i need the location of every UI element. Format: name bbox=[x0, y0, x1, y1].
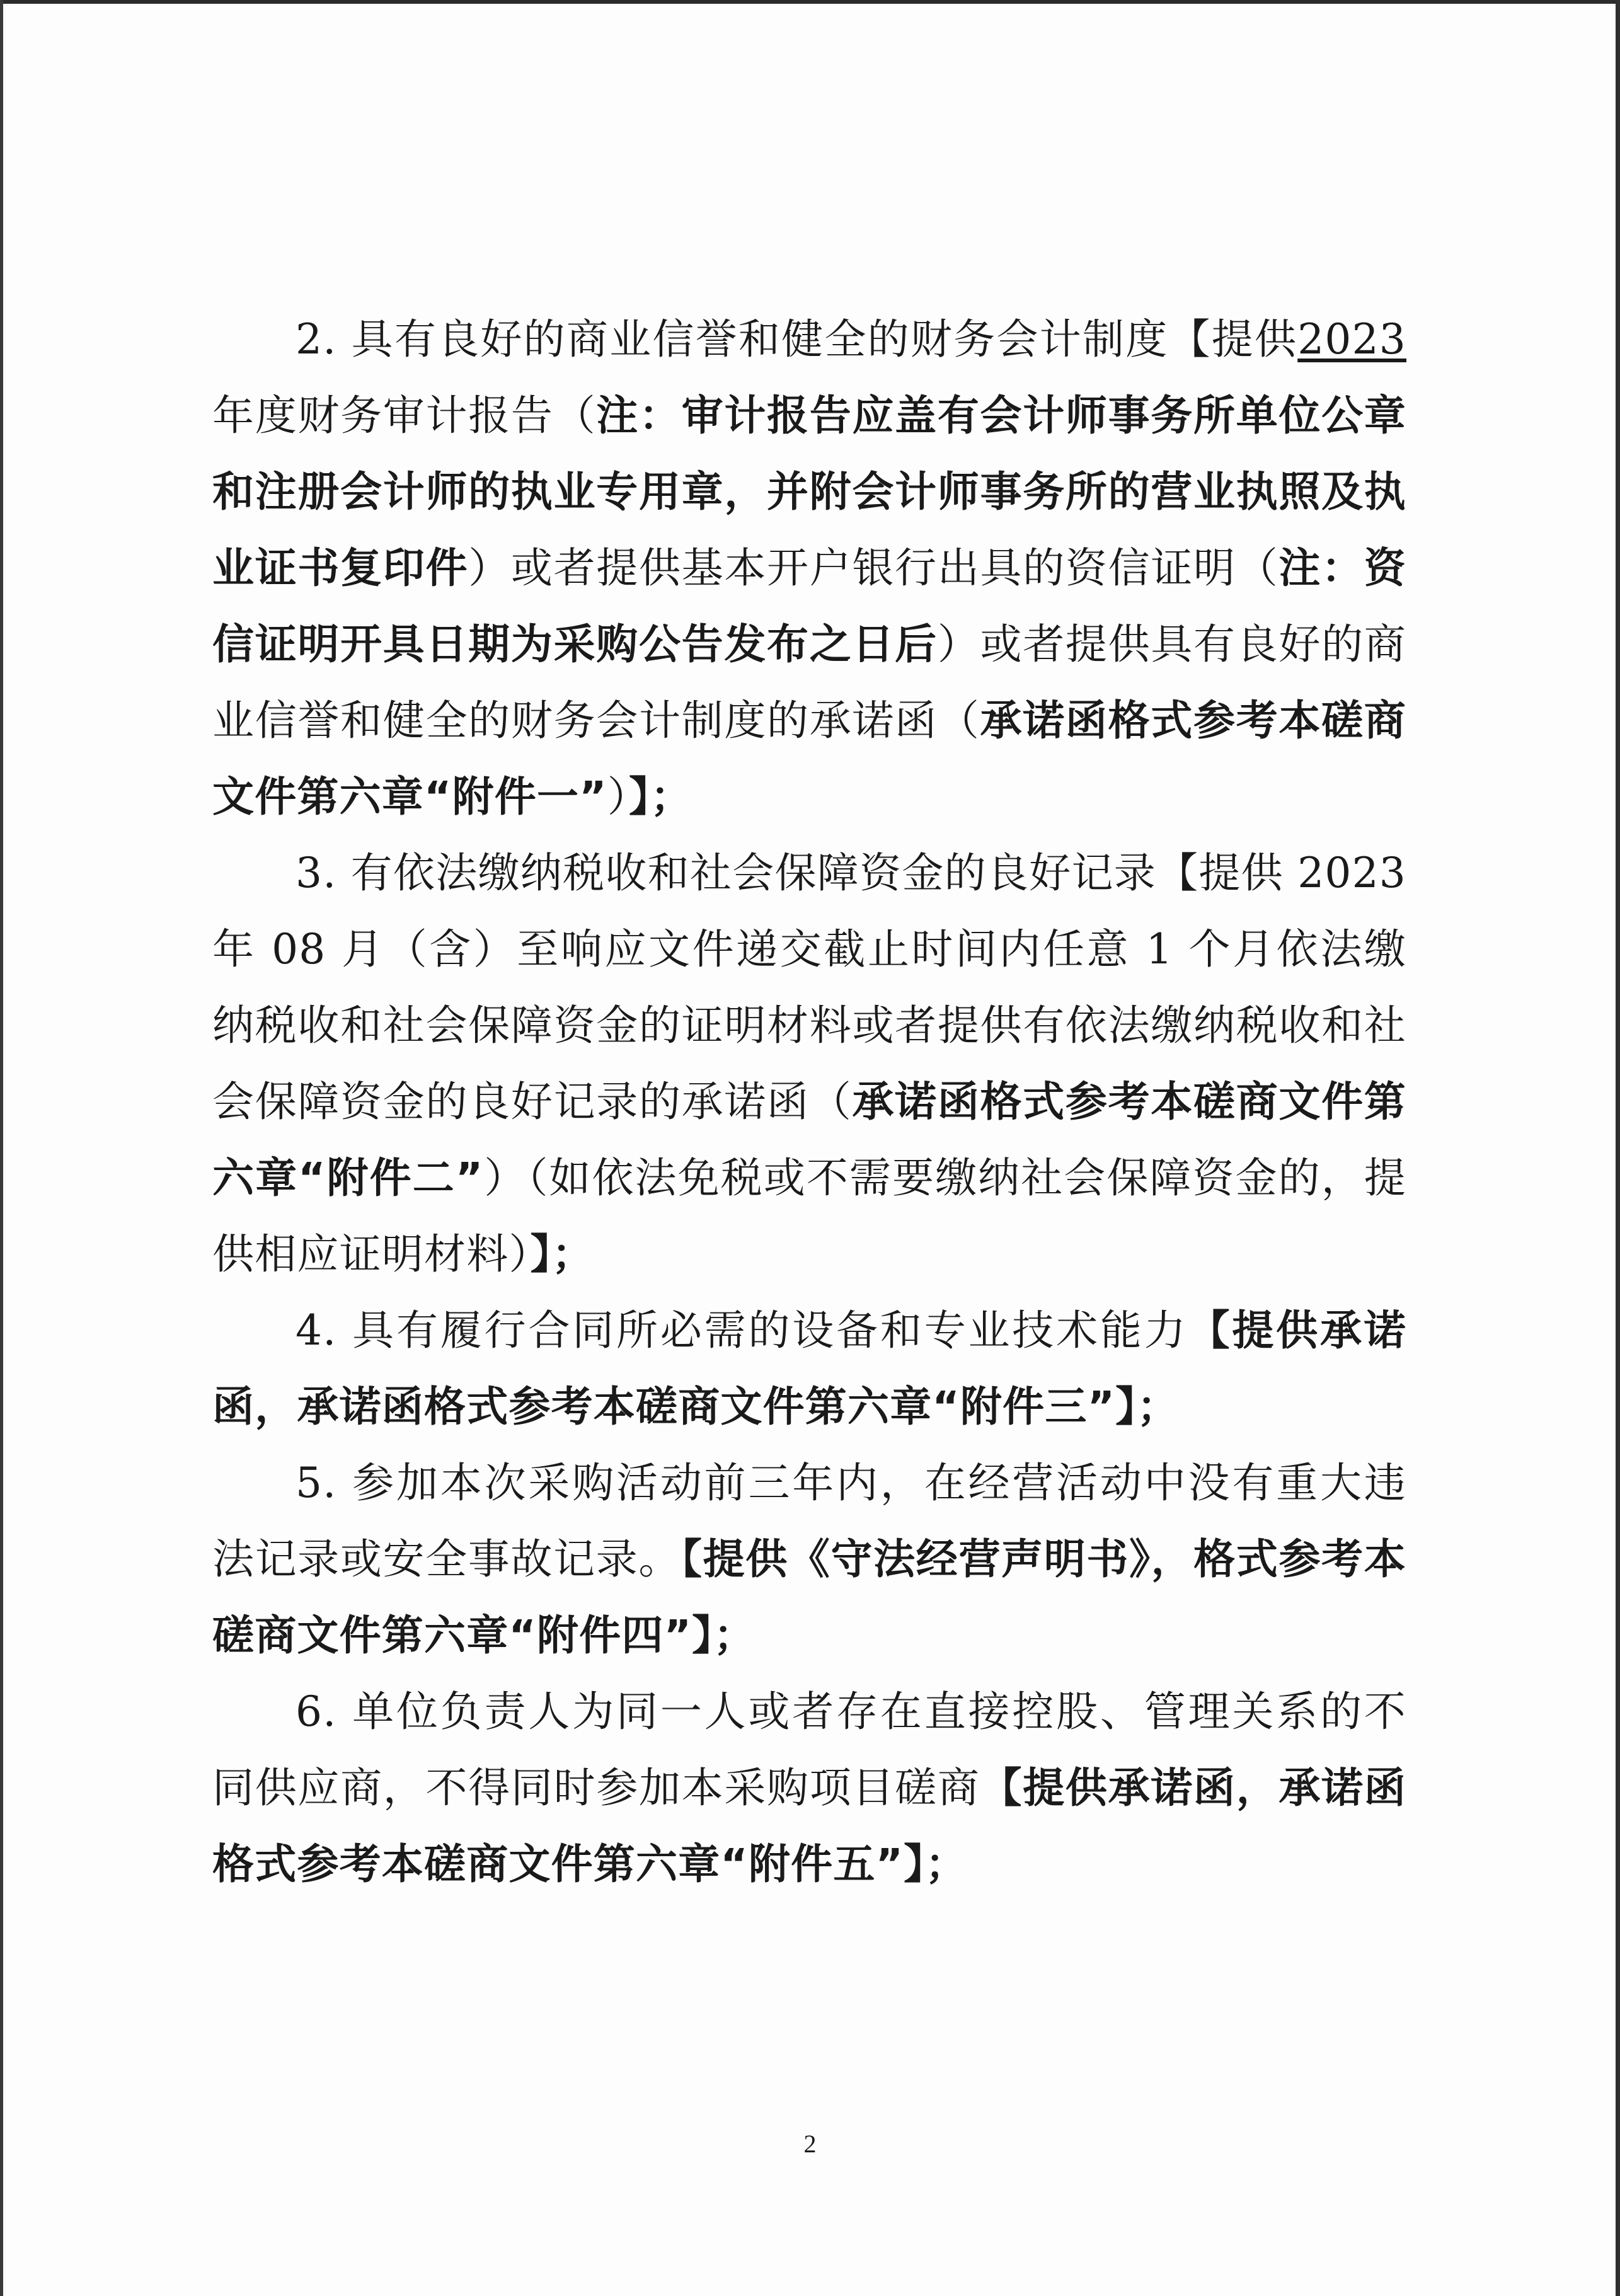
text-segment: ） bbox=[607, 772, 629, 821]
text-segment: 3. 有依法缴纳税收和社会保障资金的良好记录【提供 2023 年 08 月（含）至响应文件递交截止时间内任意 1 个月依法缴纳税收和社会保障资金的证明材料或者提供有依法缴纳税收和社会保障资金的良好记录的承诺函（ bbox=[212, 849, 1406, 1126]
text-segment-bold: 】； bbox=[530, 1230, 595, 1278]
text-segment: 2. 具有良好的商业信誉和健全的财务会计制度【提供 bbox=[296, 315, 1298, 364]
text-segment: ）（如依法免税或不需要缴纳社会保障资金的，提供相应证明材料） bbox=[212, 1154, 1406, 1278]
paragraph-item-2 bbox=[212, 301, 1406, 835]
text-segment: ）或者提供具有良好的商业信誉和健全的财务会计制度的承诺函（ bbox=[212, 620, 1407, 745]
paragraph-item-4 bbox=[212, 1292, 1406, 1445]
text-segment-bold: 承诺函格式参考本磋商文件第六章“附件二” bbox=[212, 1077, 1407, 1202]
text-segment-bold: 】； bbox=[628, 772, 693, 821]
text-segment-bold: 承诺函格式参考本磋商文件第六章“附件一” bbox=[212, 696, 1406, 821]
scan-border-right bbox=[1616, 0, 1620, 2296]
text-segment: 年度财务审计报告（ bbox=[212, 391, 597, 440]
text-segment: ）或者提供基本开户银行出具的资信证明（ bbox=[468, 544, 1279, 592]
text-segment: 6. 单位负责人为同一人或者存在直接控股、管理关系的不同供应商，不得同时参加本采购项目磋商 bbox=[212, 1687, 1406, 1812]
scan-border-left bbox=[0, 0, 3, 2296]
text-segment-bold: 【提供承诺函，承诺函格式参考本磋商文件第六章“附件三”】； bbox=[212, 1306, 1407, 1431]
paragraph-item-6 bbox=[212, 1673, 1406, 1902]
paragraph-item-3 bbox=[212, 835, 1406, 1292]
text-segment-bold: 【提供《守法经营声明书》，格式参考本磋商文件第六章“附件四”】； bbox=[212, 1535, 1406, 1660]
text-segment-bold: 注：资信证明开具日期为采购公告发布之日后 bbox=[212, 544, 1406, 669]
document-body bbox=[212, 301, 1406, 1902]
page-number: 2 bbox=[803, 2130, 817, 2158]
text-segment-bold: 注：审计报告应盖有会计师事务所单位公章和注册会计师的执业专用章，并附会计师事务所的营业执照及执业证书复印件 bbox=[212, 391, 1406, 592]
text-segment: 4. 具有履行合同所必需的设备和专业技术能力 bbox=[296, 1306, 1188, 1355]
paragraph-item-5 bbox=[212, 1445, 1406, 1673]
text-segment-bold: 【提供承诺函，承诺函格式参考本磋商文件第六章“附件五”】； bbox=[212, 1764, 1406, 1888]
scan-border-top bbox=[0, 0, 1620, 4]
text-segment: 5. 参加本次采购活动前三年内，在经营活动中没有重大违法记录或安全事故记录。 bbox=[212, 1459, 1406, 1583]
text-segment-year: 2023 bbox=[1297, 315, 1406, 364]
